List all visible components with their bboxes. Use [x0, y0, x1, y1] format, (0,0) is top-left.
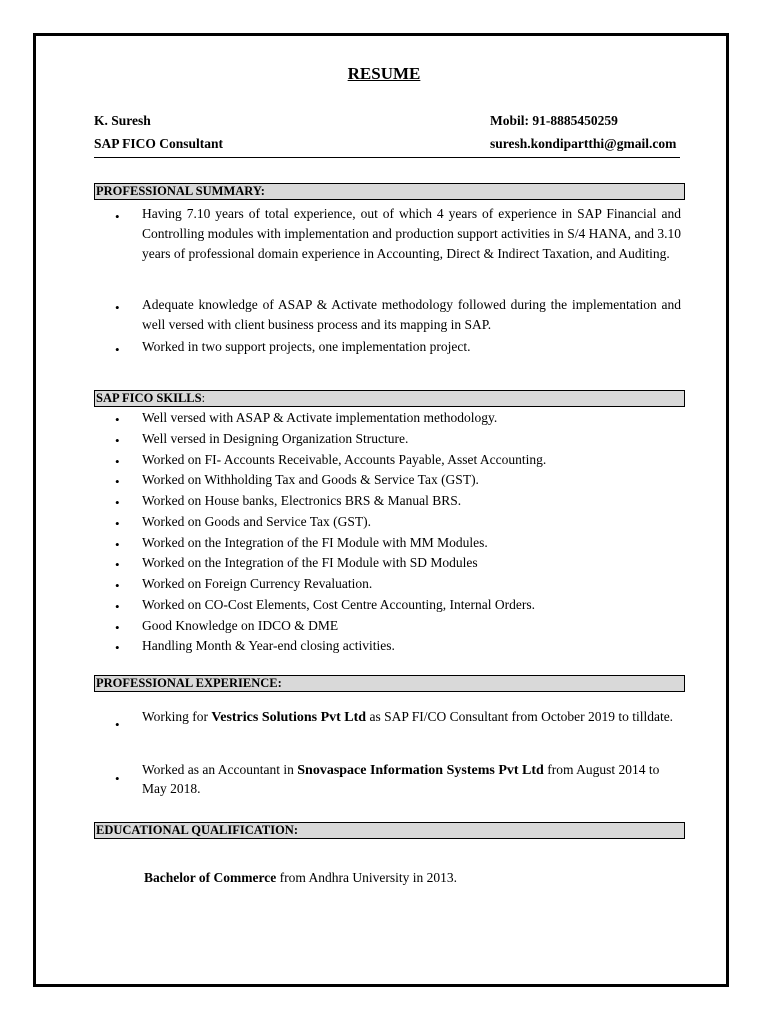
skill-item: Worked on Foreign Currency Revaluation.	[142, 576, 373, 591]
experience-prefix: Working for	[142, 709, 212, 724]
mobile-number: Mobil: 91-8885450259	[490, 113, 618, 128]
section-heading-summary: PROFESSIONAL SUMMARY:	[94, 183, 685, 200]
section-heading-skills	[94, 390, 685, 407]
candidate-role: SAP FICO Consultant	[94, 136, 224, 151]
email-address: suresh.kondipartthi@gmail.com	[490, 136, 677, 151]
header-divider	[94, 157, 680, 158]
skills-heading-colon: :	[201, 391, 206, 405]
degree-name: Bachelor of Commerce	[144, 870, 277, 885]
skill-item: Worked on the Integration of the FI Module with SD Modules	[142, 555, 478, 570]
degree-details: from Andhra University in 2013.	[276, 870, 457, 885]
experience-suffix: as SAP FI/CO Consultant from October 2019 to tilldate.	[366, 709, 674, 724]
experience-item	[142, 708, 687, 727]
bullet-icon: •	[115, 516, 120, 531]
document-title: RESUME	[347, 64, 421, 83]
bullet-icon: •	[115, 454, 120, 469]
bullet-icon: •	[115, 620, 120, 635]
bullet-icon: •	[115, 300, 120, 315]
experience-prefix: Worked as an Accountant in	[142, 762, 298, 777]
skill-item: Good Knowledge on IDCO & DME	[142, 618, 339, 633]
bullet-icon: •	[115, 474, 120, 489]
bullet-icon: •	[115, 640, 120, 655]
company-name: Snovaspace Information Systems Pvt Ltd	[297, 763, 544, 778]
section-heading-experience: PROFESSIONAL EXPERIENCE:	[94, 675, 685, 692]
skills-heading-text: SAP FICO SKILLS	[96, 391, 202, 405]
candidate-name: K. Suresh	[94, 113, 151, 128]
bullet-icon: •	[115, 342, 120, 357]
skill-item: Well versed with ASAP & Activate implementation methodology.	[142, 410, 498, 425]
bullet-icon: •	[115, 495, 120, 510]
bullet-icon: •	[115, 412, 120, 427]
summary-item: Worked in two support projects, one implementation project.	[142, 339, 471, 354]
experience-item	[142, 761, 687, 798]
skill-item: Worked on FI- Accounts Receivable, Accounts Payable, Asset Accounting.	[142, 452, 547, 467]
bullet-icon: •	[115, 771, 120, 786]
bullet-icon: •	[115, 599, 120, 614]
skill-item: Well versed in Designing Organization Structure.	[142, 431, 409, 446]
skill-item: Worked on Goods and Service Tax (GST).	[142, 514, 372, 529]
company-name: Vestrics Solutions Pvt Ltd	[211, 710, 367, 725]
section-heading-education: EDUCATIONAL QUALIFICATION:	[94, 822, 685, 839]
skill-item: Worked on Withholding Tax and Goods & Service Tax (GST).	[142, 472, 479, 487]
skill-item: Worked on House banks, Electronics BRS & Manual BRS.	[142, 493, 462, 508]
skill-item: Handling Month & Year-end closing activities.	[142, 638, 395, 653]
bullet-icon: •	[115, 557, 120, 572]
bullet-icon: •	[115, 433, 120, 448]
bullet-icon: •	[115, 537, 120, 552]
summary-item: Having 7.10 years of total experience, out of which 4 years of experience in SAP Financial and Controlling modules with implementation and production support activities in S/4 HANA, and 3.10 years of professional domain experience in Accounting, Direct & Indirect Taxation, and Auditing.	[142, 206, 681, 261]
summary-item: Adequate knowledge of ASAP & Activate methodology followed during the implementation and well versed with client business process and its mapping in SAP.	[142, 297, 681, 332]
experience-suffix: from August 2014 to May 2018.	[142, 762, 660, 796]
bullet-icon: •	[115, 578, 120, 593]
education-entry	[144, 870, 457, 886]
skill-item: Worked on CO-Cost Elements, Cost Centre Accounting, Internal Orders.	[142, 597, 535, 612]
bullet-icon: •	[115, 717, 120, 732]
skill-item: Worked on the Integration of the FI Module with MM Modules.	[142, 535, 488, 550]
bullet-icon: •	[115, 209, 120, 224]
